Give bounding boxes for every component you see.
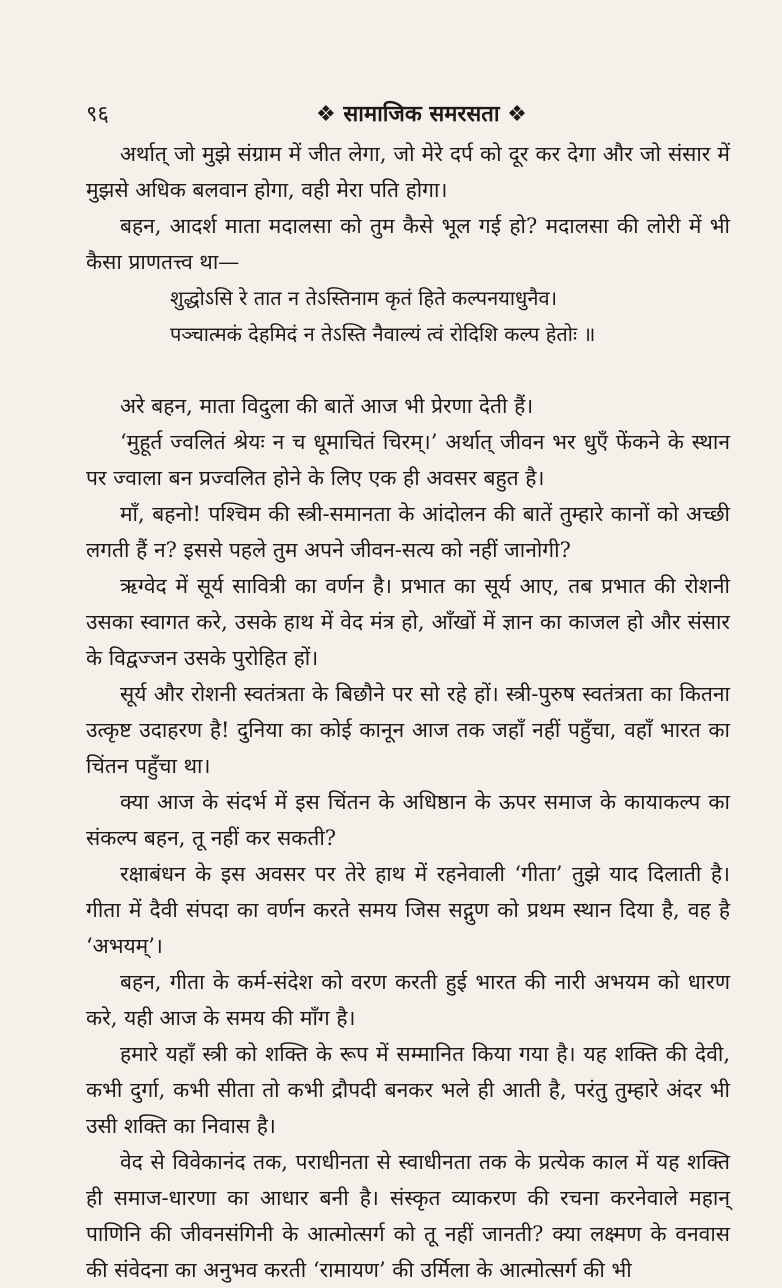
body-text <box>86 136 730 1288</box>
paragraph: माँ, बहनो! पश्चिम की स्त्री-समानता के आंदोलन की बातें तुम्हारे कानों को अच्छी लगती हैं न? इससे पहले तुम अपने जीवन-सत्य को नहीं जानोगी? <box>86 502 730 562</box>
sanskrit-verse-line: शुद्धोऽसि रे तात न तेऽस्तिनाम कृतं हिते कल्पनयाधुनैव। <box>170 286 558 310</box>
paragraph: हमारे यहाँ स्त्री को शक्ति के रूप में सम्मानित किया गया है। यह शक्ति की देवी, कभी दुर्गा, कभी सीता तो कभी द्रौपदी बनकर भले ही आती है, परंतु तुम्हारे अंदर भी उसी शक्ति का निवास है। <box>86 1042 730 1138</box>
page-number: ९६ <box>86 102 109 127</box>
paragraph: अर्थात् जो मुझे संग्राम में जीत लेगा, जो मेरे दर्प को दूर कर देगा और जो संसार में मुझसे अधिक बलवान होगा, वही मेरा पति होगा। <box>86 142 730 202</box>
page-header <box>86 92 730 136</box>
paragraph: बहन, गीता के कर्म-संदेश को वरण करती हुई भारत की नारी अभयम को धारण करे, यही आज के समय की माँग है। <box>86 970 730 1030</box>
sanskrit-verse-line: पञ्चात्मकं देहमिदं न तेऽस्ति नैवाल्यं त्वं रोदिशि कल्प हेतोः ॥ <box>170 322 596 346</box>
paragraph: बहन, आदर्श माता मदालसा को तुम कैसे भूल गई हो? मदालसा की लोरी में भी कैसा प्राणतत्त्व था— <box>86 214 730 274</box>
paragraph: ‘मुहूर्त ज्वलितं श्रेयः न च धूमाचितं चिरम्।’ अर्थात् जीवन भर धुएँ फेंकने के स्थान पर ज्वाला बन प्रज्वलित होने के लिए एक ही अवसर बहुत है। <box>86 430 730 490</box>
paragraph: रक्षाबंधन के इस अवसर पर तेरे हाथ में रहनेवाली ‘गीता’ तुझे याद दिलाती है। गीता में दैवी संपदा का वर्णन करते समय जिस सद्गुण को प्रथम स्थान दिया है, वह है ‘अभयम्’। <box>86 862 730 958</box>
paragraph: ऋग्वेद में सूर्य सावित्री का वर्णन है। प्रभात का सूर्य आए, तब प्रभात की रोशनी उसका स्वागत करे, उसके हाथ में वेद मंत्र हो, आँखों में ज्ञान का काजल हो और संसार के विद्वज्जन उसके पुरोहित हों। <box>86 574 730 670</box>
paragraph: अरे बहन, माता विदुला की बातें आज भी प्रेरणा देती हैं। <box>120 394 534 418</box>
paragraph: क्या आज के संदर्भ में इस चिंतन के अधिष्ठान के ऊपर समाज के कायाकल्प का संकल्प बहन, तू नहीं कर सकती? <box>86 790 730 850</box>
paragraph: सूर्य और रोशनी स्वतंत्रता के बिछौने पर सो रहे हों। स्त्री-पुरुष स्वतंत्रता का कितना उत्कृष्ट उदाहरण है! दुनिया का कोई कानून आज तक जहाँ नहीं पहुँचा, वहाँ भारत का चिंतन पहुँचा था। <box>86 682 730 778</box>
paragraph: वेद से विवेकानंद तक, पराधीनता से स्वाधीनता तक के प्रत्येक काल में यह शक्ति ही समाज-धारणा का आधार बनी है। संस्कृत व्याकरण की रचना करनेवाले महान् पाणिनि की जीवनसंगिनी के आत्मोत्सर्ग को तू नहीं जानती? क्या लक्ष्मण के वनवास की संवेदना का अनुभव करती ‘रामायण’ की उर्मिला के आत्मोत्सर्ग की भी <box>86 1150 730 1282</box>
running-title: ❖ सामाजिक समरसता ❖ <box>316 102 527 127</box>
